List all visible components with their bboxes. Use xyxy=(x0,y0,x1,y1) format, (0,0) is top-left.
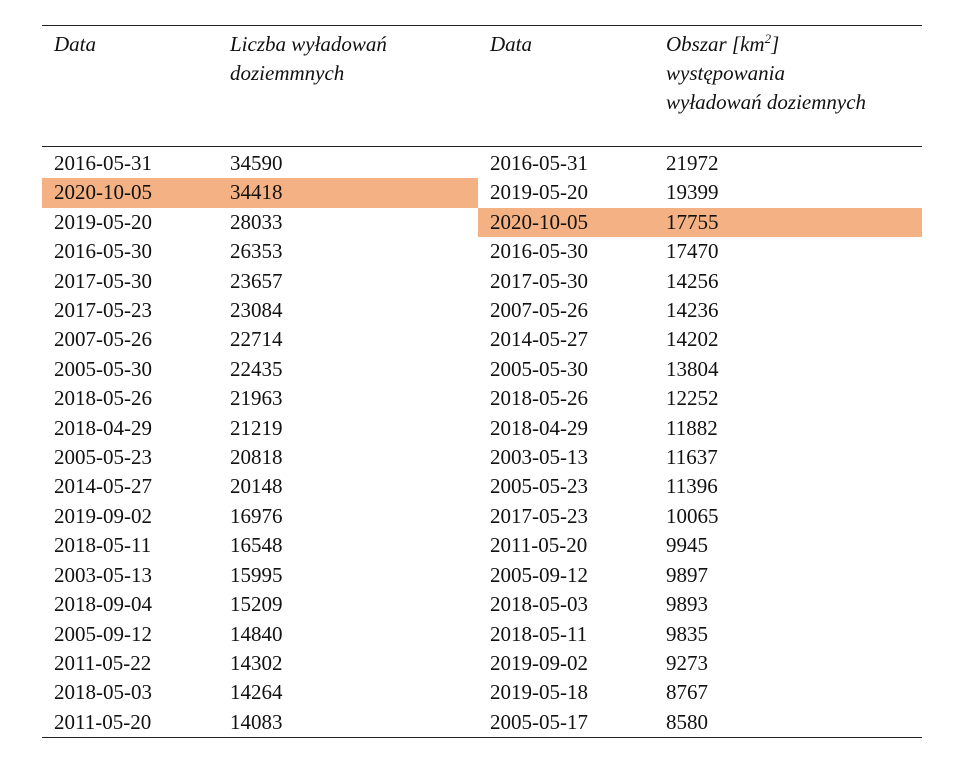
table-row xyxy=(42,178,922,207)
cell-right-area: 13804 xyxy=(666,356,719,381)
header-row xyxy=(42,26,922,147)
cell-right-area: 11882 xyxy=(666,415,718,440)
cell-right-area: 9945 xyxy=(666,533,708,558)
cell-right-date: 2014-05-27 xyxy=(490,327,588,352)
cell-right-area: 11396 xyxy=(666,474,718,499)
cell-left-date: 2019-05-20 xyxy=(54,209,152,234)
table-row xyxy=(42,649,922,678)
table-row xyxy=(42,147,922,179)
header-left-count-line2: doziemmnych xyxy=(230,61,345,85)
cell-left-date: 2018-09-04 xyxy=(54,592,152,617)
table-row xyxy=(42,561,922,590)
table-row xyxy=(42,384,922,413)
cell-left-date: 2011-05-20 xyxy=(54,709,152,734)
cell-right-date: 2016-05-30 xyxy=(490,239,588,264)
header-right-date: Data xyxy=(490,32,532,56)
cell-left-count: 21219 xyxy=(230,415,283,440)
table-row xyxy=(42,267,922,296)
header-right-area xyxy=(654,26,922,147)
cell-right-date: 2018-05-11 xyxy=(490,621,588,646)
cell-left-date: 2016-05-31 xyxy=(54,151,152,175)
table-row xyxy=(42,414,922,443)
cell-right-area: 11637 xyxy=(666,445,718,470)
cell-left-date: 2017-05-23 xyxy=(54,298,152,323)
header-right-area-prefix: Obszar [km xyxy=(666,32,765,56)
header-left-count-line1: Liczba wyładowań xyxy=(230,32,387,56)
cell-right-area: 12252 xyxy=(666,386,719,411)
cell-right-area: 19399 xyxy=(666,180,719,205)
cell-left-count: 15995 xyxy=(230,562,283,587)
lightning-table-container xyxy=(42,25,922,738)
table-row xyxy=(42,502,922,531)
cell-left-count: 34418 xyxy=(218,178,478,207)
header-left-date: Data xyxy=(54,32,96,56)
cell-left-count: 20818 xyxy=(230,445,283,470)
cell-left-date: 2020-10-05 xyxy=(42,178,218,207)
cell-right-date: 2019-09-02 xyxy=(490,650,588,675)
cell-right-date: 2011-05-20 xyxy=(490,533,588,558)
cell-right-date: 2020-10-05 xyxy=(478,208,654,237)
cell-right-area: 17470 xyxy=(666,239,719,264)
table-row xyxy=(42,620,922,649)
cell-left-count: 14302 xyxy=(230,650,283,675)
cell-left-date: 2007-05-26 xyxy=(54,327,152,352)
cell-left-count: 14264 xyxy=(230,680,283,705)
table-row xyxy=(42,355,922,384)
cell-left-count: 15209 xyxy=(230,592,283,617)
cell-left-date: 2019-09-02 xyxy=(54,503,152,528)
cell-left-date: 2017-05-30 xyxy=(54,268,152,293)
header-left-count xyxy=(218,26,478,147)
cell-left-count: 34590 xyxy=(230,151,283,175)
cell-right-area: 8767 xyxy=(666,680,708,705)
cell-left-date: 2018-05-03 xyxy=(54,680,152,705)
cell-right-area: 14236 xyxy=(666,298,719,323)
cell-left-count: 14840 xyxy=(230,621,283,646)
lightning-discharge-table xyxy=(42,25,922,738)
cell-left-count: 16548 xyxy=(230,533,283,558)
cell-right-date: 2019-05-18 xyxy=(490,680,588,705)
table-row xyxy=(42,237,922,266)
cell-right-date: 2007-05-26 xyxy=(490,298,588,323)
cell-left-count: 26353 xyxy=(230,239,283,264)
cell-right-area: 17755 xyxy=(654,208,922,237)
header-right-area-line3: wyładowań doziemnych xyxy=(666,90,867,114)
header-right-area-suffix: ] xyxy=(771,32,780,56)
cell-right-area: 21972 xyxy=(666,151,719,175)
cell-right-area: 14256 xyxy=(666,268,719,293)
cell-left-date: 2011-05-22 xyxy=(54,650,152,675)
cell-left-count: 23084 xyxy=(230,298,283,323)
cell-right-date: 2017-05-30 xyxy=(490,268,588,293)
cell-right-date: 2005-05-30 xyxy=(490,356,588,381)
cell-right-date: 2005-05-17 xyxy=(490,709,588,734)
cell-right-date: 2003-05-13 xyxy=(490,445,588,470)
cell-right-date: 2018-05-03 xyxy=(490,592,588,617)
table-row xyxy=(42,443,922,472)
cell-right-area: 10065 xyxy=(666,503,719,528)
cell-right-date: 2005-09-12 xyxy=(490,562,588,587)
cell-left-count: 28033 xyxy=(230,209,283,234)
cell-left-date: 2005-05-23 xyxy=(54,445,152,470)
cell-left-count: 20148 xyxy=(230,474,283,499)
cell-right-date: 2016-05-31 xyxy=(490,151,588,175)
cell-left-date: 2014-05-27 xyxy=(54,474,152,499)
cell-right-area: 14202 xyxy=(666,327,719,352)
header-right-area-line2: występowania xyxy=(666,61,785,85)
cell-right-date: 2019-05-20 xyxy=(490,180,588,205)
cell-left-date: 2005-05-30 xyxy=(54,356,152,381)
cell-right-area: 8580 xyxy=(666,709,708,734)
table-row xyxy=(42,590,922,619)
cell-left-count: 21963 xyxy=(230,386,283,411)
table-row xyxy=(42,472,922,501)
cell-right-date: 2017-05-23 xyxy=(490,503,588,528)
cell-left-date: 2016-05-30 xyxy=(54,239,152,264)
table-row xyxy=(42,678,922,707)
cell-right-area: 9273 xyxy=(666,650,708,675)
cell-right-date: 2018-04-29 xyxy=(490,415,588,440)
cell-right-date: 2018-05-26 xyxy=(490,386,588,411)
cell-left-date: 2018-05-26 xyxy=(54,386,152,411)
header-right-area-sup: 2 xyxy=(764,31,772,46)
cell-right-area: 9835 xyxy=(666,621,708,646)
cell-right-date: 2005-05-23 xyxy=(490,474,588,499)
table-row xyxy=(42,325,922,354)
table-header xyxy=(42,26,922,147)
table-body xyxy=(42,147,922,738)
cell-left-count: 23657 xyxy=(230,268,283,293)
cell-right-area: 9893 xyxy=(666,592,708,617)
cell-left-date: 2003-05-13 xyxy=(54,562,152,587)
table-row xyxy=(42,708,922,738)
cell-left-count: 22435 xyxy=(230,356,283,381)
cell-right-area: 9897 xyxy=(666,562,708,587)
cell-left-date: 2005-09-12 xyxy=(54,621,152,646)
cell-left-count: 14083 xyxy=(230,709,283,734)
cell-left-count: 16976 xyxy=(230,503,283,528)
table-row xyxy=(42,208,922,237)
cell-left-date: 2018-05-11 xyxy=(54,533,152,558)
table-row xyxy=(42,531,922,560)
table-row xyxy=(42,296,922,325)
cell-left-count: 22714 xyxy=(230,327,283,352)
cell-left-date: 2018-04-29 xyxy=(54,415,152,440)
